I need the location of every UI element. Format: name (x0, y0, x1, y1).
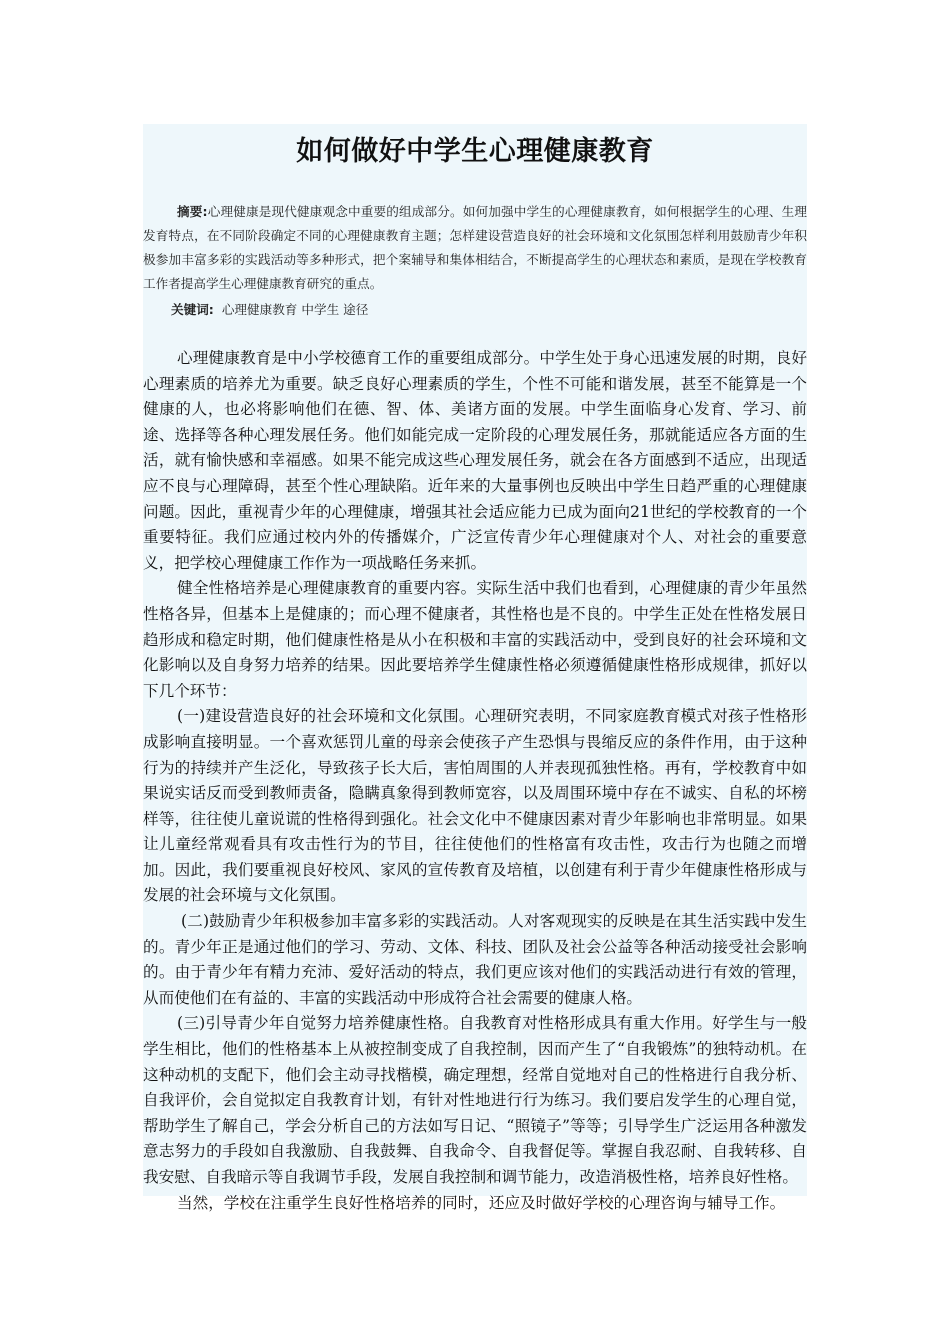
body-paragraph: (一)建设营造良好的社会环境和文化氛围。心理研究表明，不同家庭教育模式对孩子性格形成影响直接明显。一个喜欢惩罚儿童的母亲会使孩子产生恐惧与畏缩反应的条件作用，由于这种行为的持续并产生泛化，导致孩子长大后，害怕周围的人并表现孤独性格。再有，学校教育中如果说实话反而受到教师责备，隐瞒真象得到教师宽容，以及周围环境中存在不诚实、自私的坏榜样等，往往使儿童说谎的性格得到强化。社会文化中不健康因素对青少年影响也非常明显。如果让儿童经常观看具有攻击性行为的节目，往往使他们的性格富有攻击性，攻击行为也随之而增加。因此，我们要重视良好校风、家风的宣传教育及培植，以创建有利于青少年健康性格形成与发展的社会环境与文化氛围。 (143, 707, 807, 905)
keywords-label: 关键词: (171, 302, 214, 317)
abstract-text: 心理健康是现代健康观念中重要的组成部分。如何加强中学生的心理健康教育，如何根据学生的心理、生理发育特点，在不同阶段确定不同的心理健康教育主题；怎样建设营造良好的社会环境和文化氛围怎样利用鼓励青少年积极参加丰富多彩的实践活动等多种形式，把个案辅导和集体相结合，不断提高学生的心理状态和素质，是现在学校教育工作者提高学生心理健康教育研究的重点。 (143, 204, 807, 291)
keywords-text: 心理健康教育 中学生 途径 (213, 302, 369, 317)
body-text (143, 346, 807, 1216)
document-title: 如何做好中学生心理健康教育 (296, 136, 654, 167)
body-paragraph: (三)引导青少年自觉努力培养健康性格。自我教育对性格形成具有重大作用。好学生与一般学生相比，他们的性格基本上从被控制变成了自我控制，因而产生了“自我锻炼”的独特动机。在这种动机的支配下，他们会主动寻找楷模，确定理想，经常自觉地对自己的性格进行自我分析、自我评价，会自觉拟定自我教育计划，有针对性地进行行为练习。我们要启发学生的心理自觉，帮助学生了解自己，学会分析自己的方法如写日记、“照镜子”等等；引导学生广泛运用各种激发意志努力的手段如自我激励、自我鼓舞、自我命令、自我督促等。掌握自我忍耐、自我转移、自我安慰、自我暗示等自我调节手段，发展自我控制和调节能力，改造消极性格，培养良好性格。 (143, 1014, 807, 1186)
body-paragraph: 健全性格培养是心理健康教育的重要内容。实际生活中我们也看到，心理健康的青少年虽然性格各异，但基本上是健康的；而心理不健康者，其性格也是不良的。中学生正处在性格发展日趋形成和稳定时期，他们健康性格是从小在积极和丰富的实践活动中，受到良好的社会环境和文化影响以及自身努力培养的结果。因此要培养学生健康性格必须遵循健康性格形成规律，抓好以下几个环节： (143, 579, 807, 700)
text-area (143, 124, 807, 1212)
abstract (143, 200, 807, 296)
body-paragraph: (二)鼓励青少年积极参加丰富多彩的实践活动。人对客观现实的反映是在其生活实践中发生的。青少年正是通过他们的学习、劳动、文体、科技、团队及社会公益等各种活动接受社会影响的。由于青少年有精力充沛、爱好活动的特点，我们更应该对他们的实践活动进行有效的管理，从而使他们在有益的、丰富的实践活动中形成符合社会需要的健康人格。 (143, 912, 807, 1007)
keywords (143, 298, 807, 322)
abstract-label: 摘要: (177, 204, 208, 219)
body-paragraph: 心理健康教育是中小学校德育工作的重要组成部分。中学生处于身心迅速发展的时期，良好心理素质的培养尤为重要。缺乏良好心理素质的学生，个性不可能和谐发展，甚至不能算是一个健康的人，也必将影响他们在德、智、体、美诸方面的发展。中学生面临身心发育、学习、前途、选择等各种心理发展任务。他们如能完成一定阶段的心理发展任务，那就能适应各方面的生活，就有愉快感和幸福感。如果不能完成这些心理发展任务，就会在各方面感到不适应，出现适应不良与心理障碍，甚至个性心理缺陷。近年来的大量事例也反映出中学生日趋严重的心理健康问题。因此，重视青少年的心理健康，增强其社会适应能力已成为面向21世纪的学校教育的一个重要特征。我们应通过校内外的传播媒介，广泛宣传青少年心理健康对个人、对社会的重要意义，把学校心理健康工作作为一项战略任务来抓。 (143, 349, 807, 572)
body-paragraph: 当然，学校在注重学生良好性格培养的同时，还应及时做好学校的心理咨询与辅导工作。 (177, 1193, 786, 1212)
